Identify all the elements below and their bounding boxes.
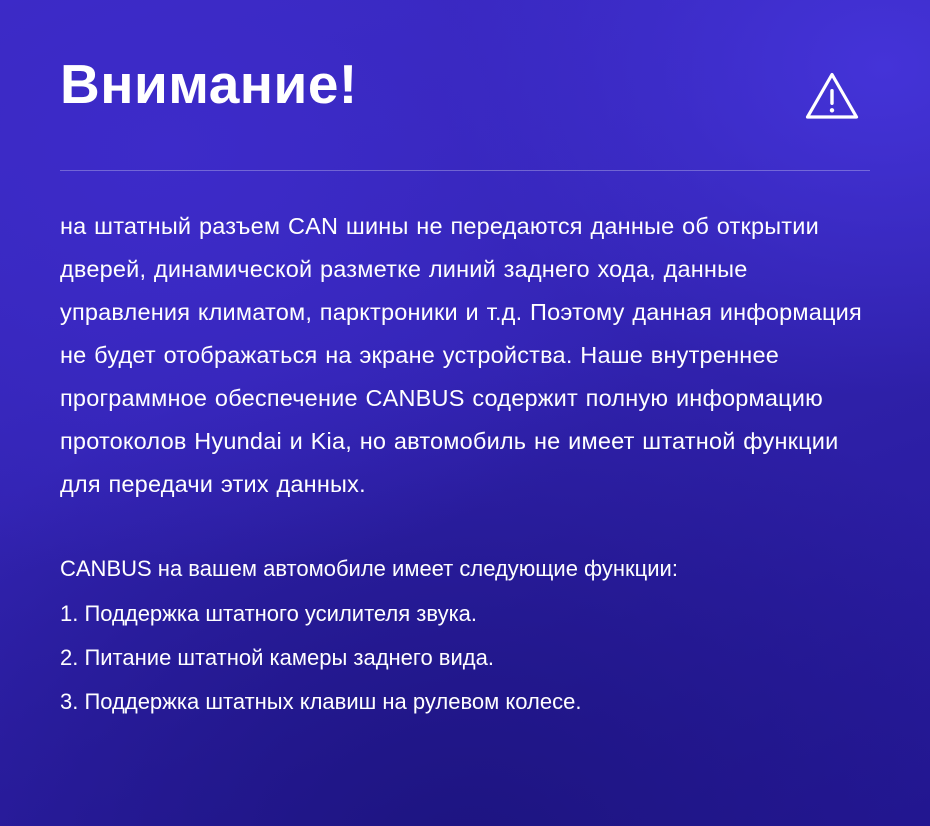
list-item: 1. Поддержка штатного усилителя звука. bbox=[60, 601, 478, 626]
features-intro-text: CANBUS на вашем автомобиле имеет следующие функции: bbox=[60, 556, 678, 581]
header-divider bbox=[60, 170, 870, 171]
notice-body-text: на штатный разъем CAN шины не передаются данные об открытии дверей, динамической разметке линий заднего хода, данные управления климатом, парктроники и т.д. Поэтому данная информация не будет отображаться на экране устройства. Наше внутреннее программное обеспечение CANBUS содержит полную информацию протоколов Hyundai и Kia, но автомобиль не имеет штатной функции для передачи этих данных. bbox=[60, 213, 862, 497]
page-title: Внимание! bbox=[60, 53, 358, 115]
list-item: 2. Питание штатной камеры заднего вида. bbox=[60, 645, 494, 670]
warning-triangle-icon bbox=[804, 70, 860, 122]
list-item: 3. Поддержка штатных клавиш на рулевом колесе. bbox=[60, 689, 582, 714]
features-section bbox=[60, 548, 870, 724]
notice-body bbox=[60, 205, 870, 506]
notice-header bbox=[60, 53, 870, 122]
features-list bbox=[60, 592, 870, 724]
